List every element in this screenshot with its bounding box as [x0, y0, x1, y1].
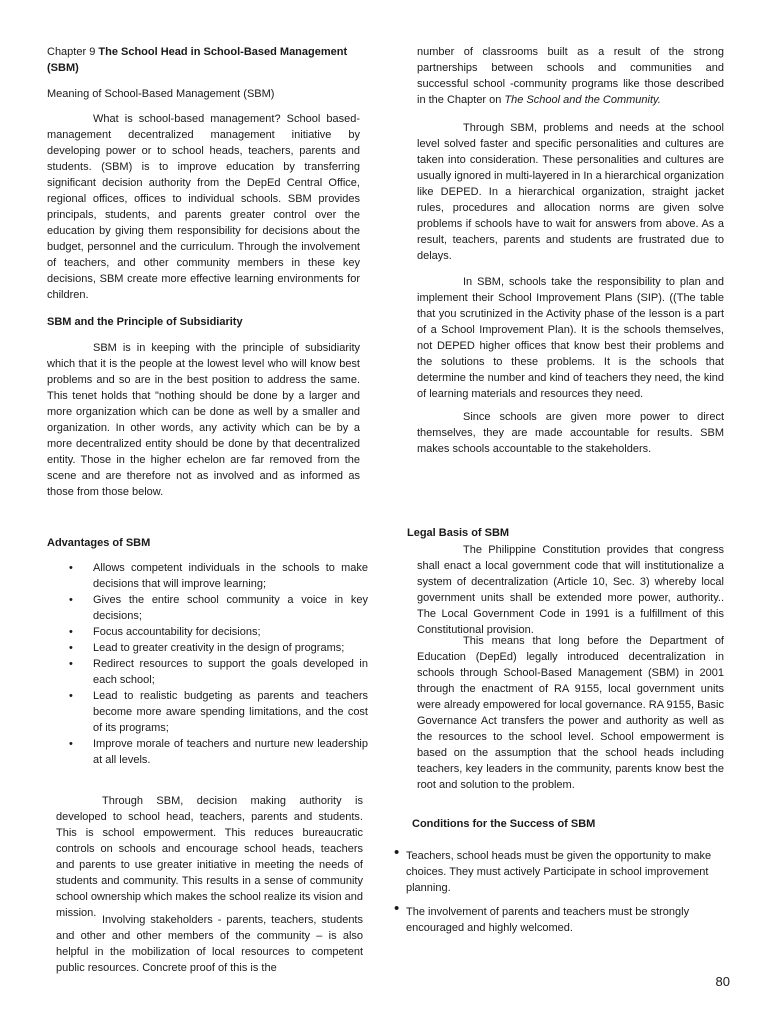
meaning-heading: Meaning of School-Based Management (SBM) [47, 88, 275, 100]
list-item: • Lead to greater creativity in the design of programs; [69, 642, 345, 654]
legal-heading: Legal Basis of SBM [407, 527, 510, 539]
subsidiarity-heading: SBM and the Principle of Subsidiarity [47, 316, 243, 328]
bullet-icon: • [69, 690, 73, 702]
chapter-title-text: The School Head in School-Based Management (SBM) [47, 46, 348, 74]
list-item: • Lead to realistic budgeting as parents and teachers become more aware spending limitations, and the cost of its programs; [69, 690, 368, 734]
advantages-list [47, 560, 368, 768]
bullet-icon: • [394, 900, 400, 917]
accountable-paragraph: Since schools are given more power to direct themselves, they are made accountable for results. SBM makes schools accountable to the stakeholders. [417, 411, 724, 455]
sip-paragraph: In SBM, schools take the responsibility to plan and implement their School Improvement Plans (SIP). ((The table that you scrutinized in the Activity phase of the lesson is a part of a School Improvement Plan). It is the schools themselves, not DEPED higher offices that know best their problems and the solutions to these problems. It is the schools that determine the number and kind of teachers they need, the kind of learning materials and resources they need. [417, 276, 724, 400]
meaning-paragraph: What is school-based management? School based-management decentralized management initiative by developing power or to school heads, teachers, parents and students. (SBM) is to improve education by transferring significant decision authority from the DepEd Central Office, regional offices, offices to individual schools. SBM provides principals, students, and parents greater control over the education by giving them responsibility for decisions about the budget, personnel and the curriculum. Through the involvement of teachers, and other community members in these key decisions, SBM create more effective learning environments for children. [47, 113, 360, 301]
conditions-heading: Conditions for the Success of SBM [412, 818, 596, 830]
subsidiarity-paragraph: SBM is in keeping with the principle of subsidiarity which that it is the people at the lowest level who will know best problems and so are in the best position to address the same. This tenet holds that "nothing should be done by a larger and more organization which can be done as well by a smaller and organization. In other words, any activity which can be by a more decentralized entity should be done by that decentralized entity. Those in the higher echelon are far removed from the scene and are therefore not as involved and as informed as those from those below. [47, 342, 360, 498]
chapter-reference: The School and the Community. [504, 94, 661, 106]
bullet-icon: • [69, 658, 73, 670]
stakeholders-paragraph: Involving stakeholders - parents, teachers, students and other and other members of the community – is also helpful in the mobilization of local resources to competent public resources. Concrete proof of this is the [56, 914, 363, 974]
bullet-icon: • [69, 562, 73, 574]
page-number: 80 [715, 974, 730, 989]
bullet-icon: • [394, 844, 400, 861]
continued-paragraph: number of classrooms built as a result of the strong partnerships between schools and communities and successful school -community programs like those described in the Chapter on The School and the Community. [417, 46, 724, 106]
chapter-title [47, 44, 363, 76]
empowerment-paragraph: Through SBM, decision making authority is developed to school head, teachers, parents and students. This is school empowerment. This reduces bureaucratic controls on schools and encourage school heads, teachers and parents to use greater initiative in meeting the needs of students and community. This results in a sense of community school ownership which makes the school realize its vision and mission. [56, 795, 363, 919]
condition-item: • Teachers, school heads must be given the opportunity to make choices. They must actively Participate in school improvement planning. [394, 844, 712, 894]
chapter-prefix: Chapter 9 [47, 46, 99, 58]
bullet-icon: • [69, 594, 73, 606]
advantages-heading: Advantages of SBM [47, 537, 151, 549]
list-item: • Improve morale of teachers and nurture new leadership at all levels. [69, 738, 368, 766]
legal-paragraph-1: The Philippine Constitution provides that congress shall enact a local government code that will institutionalize a system of decentralization (Article 10, Sec. 3) whereby local government units shall be extended more power, authority.. The Local Government Code in 1991 is a fulfillment of this Constitutional provision. [417, 544, 724, 636]
list-item: • Redirect resources to support the goals developed in each school; [69, 658, 368, 686]
list-item: • Focus accountability for decisions; [69, 626, 261, 638]
bullet-icon: • [69, 738, 73, 750]
bullet-icon: • [69, 642, 73, 654]
bullet-icon: • [69, 626, 73, 638]
list-item: • Allows competent individuals in the schools to make decisions that will improve learning; [69, 562, 368, 590]
legal-paragraph-2: This means that long before the Department of Education (DepEd) legally introduced decentralization in schools through School-Based Management (SBM) in 2001 through the enactment of RA 9155, local government units were already empowered for local governance. RA 9155, Basic Governance Act transfers the power and authority as well as the resources to the school level. School empowerment is based on the assumption that the school heads including teachers, key leaders in the community, parents know best the root and solution to the problem. [417, 635, 724, 791]
list-item: • Gives the entire school community a voice in key decisions; [69, 594, 368, 622]
problems-paragraph: Through SBM, problems and needs at the school level solved faster and specific personalities and cultures are taken into consideration. These personalities and cultures are usually ignored in multi-layered in In a hierarchical organization like DEPED. In a hierarchical organization, straight jacket rules, procedures and allocation norms are given solve problems if schools have to wait for answers from above. As a result, teachers, parents and students are frustrated due to delays. [417, 122, 724, 262]
condition-item: • The involvement of parents and teachers must be strongly encouraged and highly welcomed. [394, 900, 690, 934]
